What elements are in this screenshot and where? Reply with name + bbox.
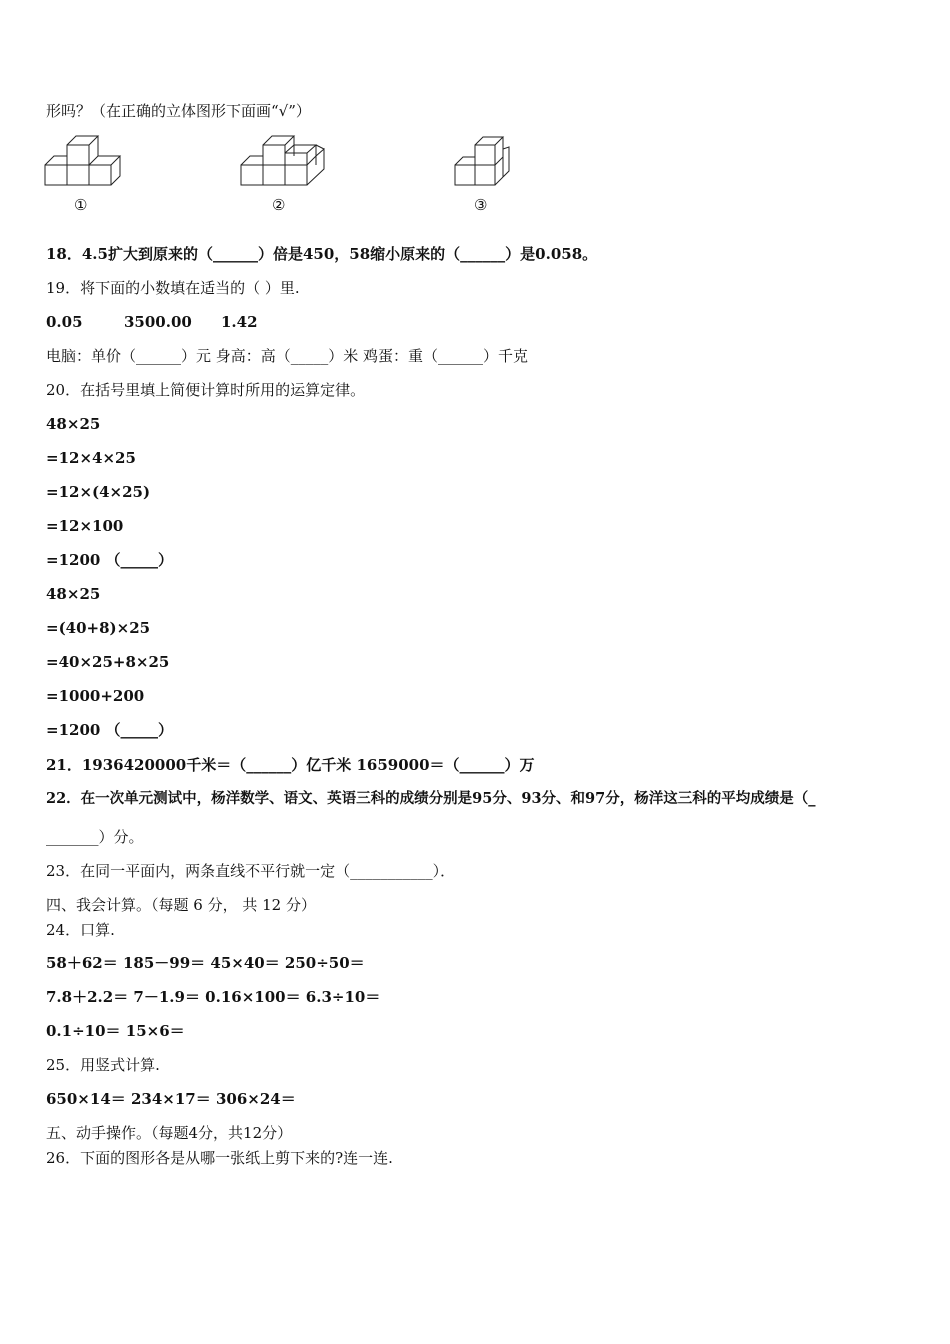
section-5-heading: 五、动手操作。（每题4分，共12分）: [46, 1124, 293, 1142]
question-26: 26．下面的图形各是从哪一张纸上剪下来的?连一连.: [46, 1149, 393, 1167]
vertical-calc-row: 650×14＝ 234×17＝ 306×24＝: [46, 1090, 296, 1108]
mental-math-row-1: 58＋62＝ 185－99＝ 45×40＝ 250÷50＝: [46, 954, 365, 972]
calc-1-line-3: =12×(4×25): [46, 483, 151, 501]
calc-2-line-3: =40×25+8×25: [46, 653, 170, 671]
cube-stack-icon: [44, 131, 124, 189]
decimal-value-1: 0.05: [46, 313, 83, 331]
question-21: 21．1936420000千米＝（______）亿千米 1659000＝（______）万: [46, 756, 535, 774]
calc-1-line-1: 48×25: [46, 415, 101, 433]
calc-1-line-2: =12×4×25: [46, 449, 136, 467]
figure-1-cube-stack: [44, 131, 124, 214]
cube-stack-icon: [454, 133, 514, 189]
question-17-tail: 形吗？（在正确的立体图形下面画“√”）: [46, 102, 311, 120]
question-22-line-2: _______）分。: [46, 828, 144, 846]
calc-1-line-4: =12×100: [46, 517, 124, 535]
calc-2-line-4: =1000+200: [46, 687, 145, 705]
calc-1-line-5: =1200 （_____）: [46, 551, 174, 569]
cube-stack-icon: [240, 131, 326, 189]
calc-2-line-2: =(40+8)×25: [46, 619, 151, 637]
figure-3-cube-stack: [454, 133, 514, 214]
question-24: 24．口算.: [46, 921, 115, 939]
calc-2-line-5: =1200 （_____）: [46, 721, 174, 739]
section-4-heading: 四、我会计算。（每题 6 分， 共 12 分）: [46, 896, 316, 914]
question-19-blanks: 电脑：单价（______）元 身高：高（_____）米 鸡蛋：重（______）千克: [46, 347, 529, 365]
figure-3-label: ③: [474, 196, 488, 214]
question-25: 25．用竖式计算.: [46, 1056, 160, 1074]
mental-math-row-3: 0.1÷10＝ 15×6＝: [46, 1022, 185, 1040]
question-23: 23．在同一平面内，两条直线不平行就一定（___________）．: [46, 862, 456, 880]
decimal-value-2: 3500.00: [124, 313, 192, 331]
question-20: 20．在括号里填上简便计算时所用的运算定律。: [46, 381, 366, 399]
figure-2-label: ②: [272, 196, 286, 214]
figure-1-label: ①: [74, 196, 88, 214]
calc-2-line-1: 48×25: [46, 585, 101, 603]
question-19: 19．将下面的小数填在适当的（ ）里.: [46, 279, 300, 297]
figure-2-cube-stack: [240, 131, 326, 214]
mental-math-row-2: 7.8＋2.2＝ 7－1.9＝ 0.16×100＝ 6.3÷10＝: [46, 988, 381, 1006]
question-22-line-1: 22．在一次单元测试中，杨洋数学、语文、英语三科的成绩分别是95分、93分、和97分，杨洋这三科的平均成绩是（_: [46, 790, 816, 807]
decimal-value-3: 1.42: [221, 313, 258, 331]
question-18: 18．4.5扩大到原来的（______）倍是450，58缩小原来的（______）是0.058。: [46, 245, 598, 263]
